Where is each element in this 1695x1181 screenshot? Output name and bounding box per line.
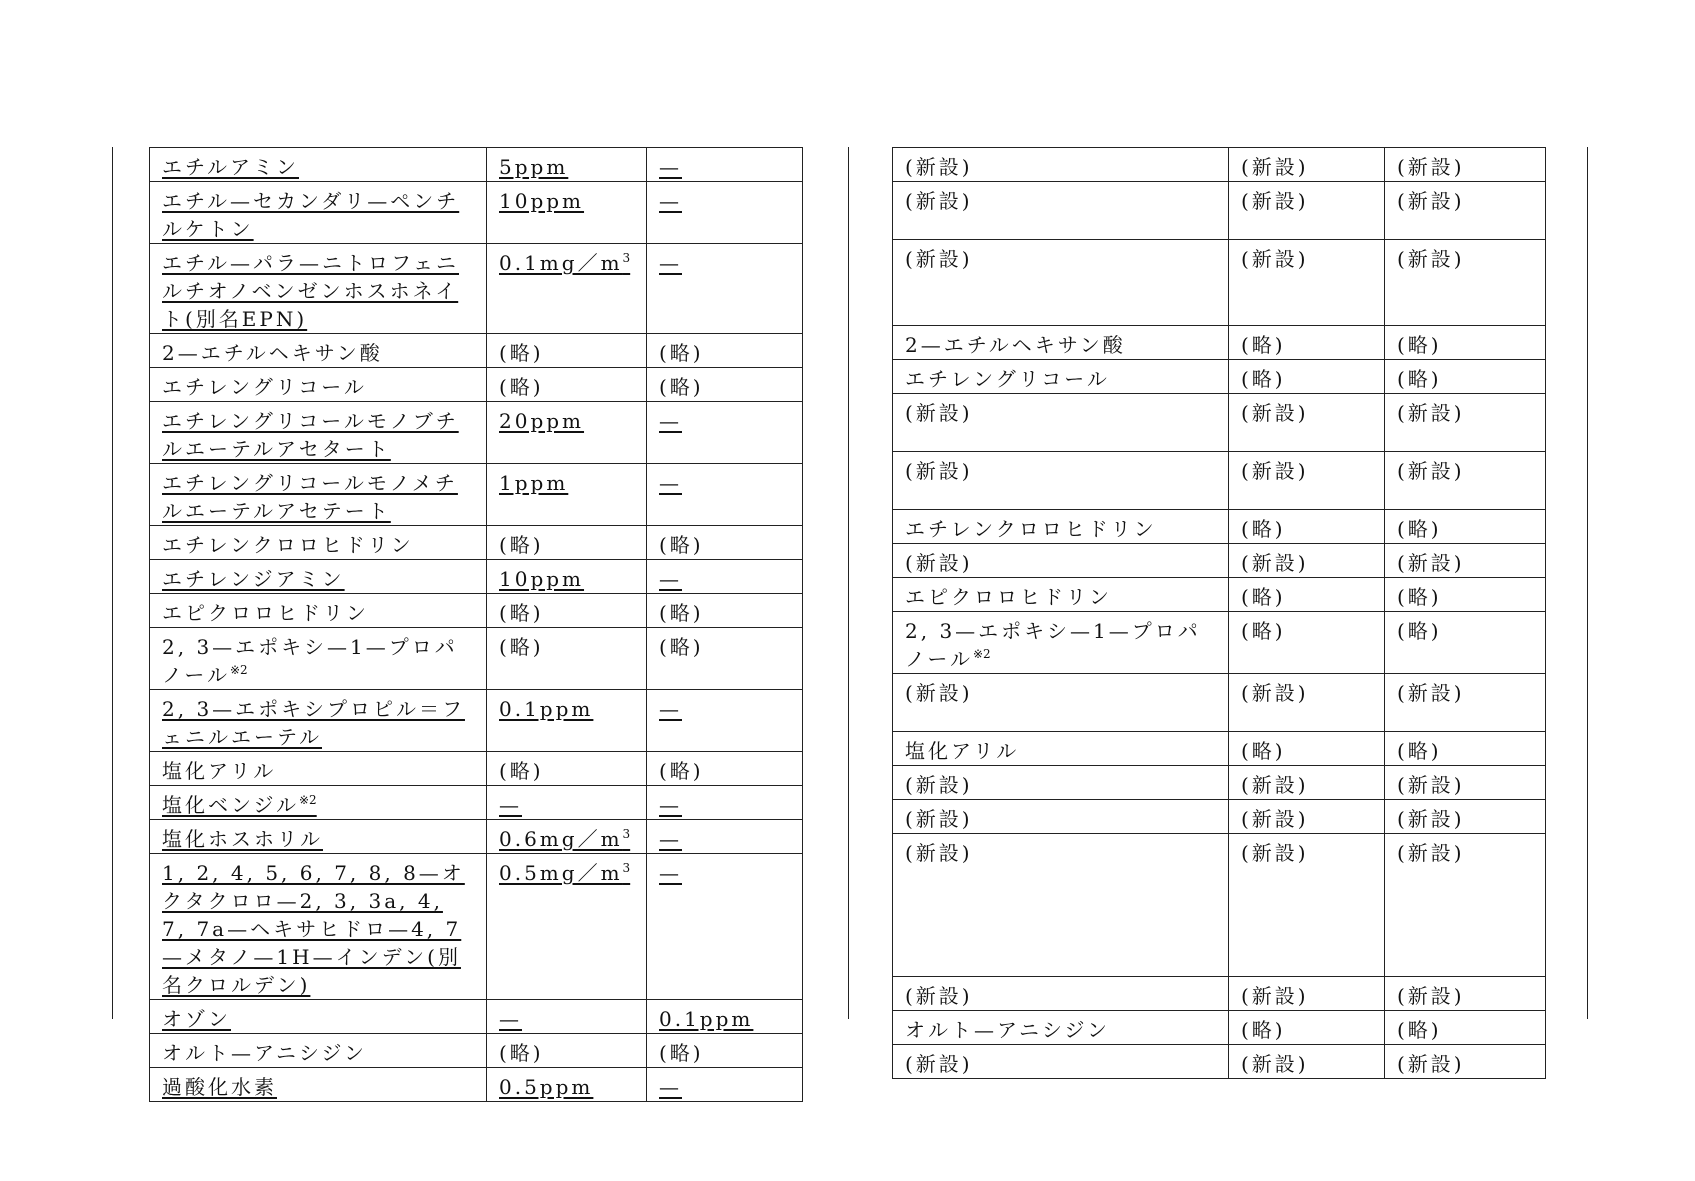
- substance-name: (新設): [905, 247, 973, 271]
- substance-name: 塩化ホスホリル: [162, 827, 323, 851]
- ceiling-value-cell: [647, 334, 803, 368]
- ceiling-value-cell: [1385, 578, 1546, 612]
- ceiling-value: —: [659, 1075, 682, 1099]
- ceiling-value-cell: [1385, 182, 1546, 240]
- substance-name-cell: [893, 510, 1229, 544]
- substance-name-cell: [150, 148, 487, 182]
- ceiling-value: —: [659, 697, 682, 721]
- ceiling-value: (新設): [1397, 681, 1465, 705]
- limit-value: 0.6mg／m: [499, 827, 623, 851]
- ceiling-value-cell: [647, 368, 803, 402]
- substance-name-cell: [893, 578, 1229, 612]
- limit-value-cell: [1229, 1045, 1385, 1079]
- limit-value: (新設): [1241, 807, 1309, 831]
- limit-value-cell: [1229, 452, 1385, 510]
- limit-value: (新設): [1241, 401, 1309, 425]
- ceiling-value: —: [659, 155, 682, 179]
- ceiling-value: (略): [659, 1041, 704, 1065]
- ceiling-value-cell: [647, 690, 803, 752]
- ceiling-value: (略): [1397, 619, 1442, 643]
- ceiling-value: —: [659, 409, 682, 433]
- ceiling-value: (新設): [1397, 551, 1465, 575]
- limit-value: (略): [1241, 1018, 1286, 1042]
- ceiling-value-cell: [647, 1068, 803, 1102]
- limit-value: (略): [1241, 585, 1286, 609]
- substance-name: (新設): [905, 551, 973, 575]
- table-row: [150, 1068, 803, 1102]
- ceiling-value-cell: [647, 1034, 803, 1068]
- limit-value: 0.5mg／m: [499, 861, 623, 885]
- substance-name: エチレングリコール: [162, 375, 367, 399]
- substance-name-cell: [893, 452, 1229, 510]
- limit-value-cell: [1229, 544, 1385, 578]
- limit-value-cell: [1229, 732, 1385, 766]
- limit-value: (略): [499, 533, 544, 557]
- substance-name: (新設): [905, 401, 973, 425]
- table-row: [893, 977, 1546, 1011]
- limit-value: 5ppm: [499, 155, 569, 179]
- ceiling-value-cell: [1385, 510, 1546, 544]
- unit-exponent: 3: [622, 251, 631, 265]
- table-row: [893, 240, 1546, 326]
- ceiling-value-cell: [647, 854, 803, 1000]
- substance-name: (新設): [905, 681, 973, 705]
- ceiling-value: (略): [659, 375, 704, 399]
- table-row: [150, 1000, 803, 1034]
- substance-name-cell: [150, 854, 487, 1000]
- limit-value-cell: [487, 752, 647, 786]
- ceiling-value-cell: [1385, 1011, 1546, 1045]
- limit-value: (新設): [1241, 773, 1309, 797]
- ceiling-value-cell: [1385, 612, 1546, 674]
- limit-value: 1ppm: [499, 471, 569, 495]
- limit-value: (略): [499, 341, 544, 365]
- ceiling-value-cell: [647, 402, 803, 464]
- ceiling-value: (新設): [1397, 1052, 1465, 1076]
- ceiling-value-cell: [1385, 240, 1546, 326]
- limit-value-cell: [1229, 578, 1385, 612]
- limit-value-cell: [487, 1000, 647, 1034]
- ceiling-value: (新設): [1397, 247, 1465, 271]
- limit-value: (新設): [1241, 155, 1309, 179]
- ceiling-value: (新設): [1397, 984, 1465, 1008]
- table-row: [150, 526, 803, 560]
- substance-name: 2—エチルヘキサン酸: [905, 333, 1126, 357]
- limit-value-cell: [1229, 360, 1385, 394]
- unit-exponent: 3: [622, 827, 631, 841]
- limit-value-cell: [487, 820, 647, 854]
- substance-name-cell: [893, 240, 1229, 326]
- substance-name: 2, 3—エポキシ—1—プロパノール: [905, 619, 1201, 671]
- table-row: [893, 360, 1546, 394]
- ceiling-value: —: [659, 189, 682, 213]
- limit-value: (新設): [1241, 841, 1309, 865]
- limit-value-cell: [487, 594, 647, 628]
- ceiling-value: (新設): [1397, 807, 1465, 831]
- limit-value-cell: [487, 464, 647, 526]
- limit-value-cell: [487, 526, 647, 560]
- ceiling-value-cell: [647, 820, 803, 854]
- ceiling-value-cell: [647, 244, 803, 334]
- table-row: [150, 244, 803, 334]
- ceiling-value-cell: [1385, 766, 1546, 800]
- limit-value-cell: [487, 628, 647, 690]
- substance-name: エチレングリコールモノメチルエーテルアセテート: [162, 471, 458, 523]
- table-row: [893, 612, 1546, 674]
- limit-value: 0.1mg／m: [499, 251, 623, 275]
- substance-name-cell: [893, 834, 1229, 977]
- substance-name: エピクロロヒドリン: [905, 585, 1112, 609]
- limit-value-cell: [487, 402, 647, 464]
- limit-value-cell: [1229, 1011, 1385, 1045]
- limit-value: 20ppm: [499, 409, 585, 433]
- footnote-mark: ※2: [230, 663, 248, 677]
- limit-value: (新設): [1241, 681, 1309, 705]
- substance-name-cell: [893, 800, 1229, 834]
- substance-name-cell: [150, 628, 487, 690]
- table-row: [893, 674, 1546, 732]
- substance-name-cell: [150, 820, 487, 854]
- limit-value: (略): [1241, 333, 1286, 357]
- limit-value: (新設): [1241, 1052, 1309, 1076]
- substance-name-cell: [893, 182, 1229, 240]
- ceiling-value: (略): [659, 533, 704, 557]
- substance-name: 塩化ベンジル: [162, 793, 299, 817]
- limit-value: (新設): [1241, 459, 1309, 483]
- ceiling-value: —: [659, 251, 682, 275]
- ceiling-value-cell: [647, 786, 803, 820]
- ceiling-value: (新設): [1397, 773, 1465, 797]
- substance-name: エチレンクロロヒドリン: [905, 517, 1157, 541]
- ceiling-value-cell: [647, 182, 803, 244]
- ceiling-value-cell: [1385, 326, 1546, 360]
- table-row: [150, 786, 803, 820]
- substance-name: エチレンジアミン: [162, 567, 345, 591]
- ceiling-value: 0.1ppm: [659, 1007, 754, 1031]
- ceiling-value: (略): [1397, 739, 1442, 763]
- ceiling-value: (略): [1397, 333, 1442, 357]
- limit-value: 10ppm: [499, 189, 585, 213]
- limit-value: (略): [1241, 367, 1286, 391]
- ceiling-value: (新設): [1397, 401, 1465, 425]
- substance-name: エチレンクロロヒドリン: [162, 533, 414, 557]
- ceiling-value-cell: [1385, 977, 1546, 1011]
- substance-name-cell: [893, 977, 1229, 1011]
- limit-value-cell: [1229, 674, 1385, 732]
- ceiling-value-cell: [647, 464, 803, 526]
- table-row: [893, 326, 1546, 360]
- ceiling-value-cell: [1385, 1045, 1546, 1079]
- table-row: [150, 148, 803, 182]
- limit-value-cell: [487, 1068, 647, 1102]
- ceiling-value-cell: [647, 148, 803, 182]
- limit-value-cell: [487, 560, 647, 594]
- ceiling-value-cell: [647, 526, 803, 560]
- table-row: [893, 182, 1546, 240]
- substance-name-cell: [150, 786, 487, 820]
- table-row: [150, 752, 803, 786]
- limit-value: (新設): [1241, 189, 1309, 213]
- substance-name-cell: [150, 752, 487, 786]
- ceiling-value: (略): [1397, 517, 1442, 541]
- ceiling-value-cell: [1385, 674, 1546, 732]
- ceiling-value: —: [659, 471, 682, 495]
- limit-value-cell: [1229, 800, 1385, 834]
- substance-name: (新設): [905, 459, 973, 483]
- substance-name: (新設): [905, 841, 973, 865]
- table-row: [893, 394, 1546, 452]
- ceiling-value-cell: [1385, 834, 1546, 977]
- limit-value-cell: [1229, 612, 1385, 674]
- ceiling-value-cell: [647, 560, 803, 594]
- substance-name-cell: [150, 244, 487, 334]
- table-row: [150, 594, 803, 628]
- ceiling-value-cell: [647, 628, 803, 690]
- table-row: [150, 854, 803, 1000]
- substance-name: 2, 3—エポキシ—1—プロパノール: [162, 635, 458, 687]
- limit-value: 0.5ppm: [499, 1075, 594, 1099]
- ceiling-value-cell: [1385, 800, 1546, 834]
- left-margin-rule: [112, 147, 113, 1019]
- substance-name: 塩化アリル: [905, 739, 1020, 763]
- substance-name: エチル—パラ—ニトロフェニルチオノベンゼンホスホネイト(別名EPN): [162, 251, 459, 331]
- substance-name-cell: [893, 394, 1229, 452]
- ceiling-value: (新設): [1397, 155, 1465, 179]
- limit-value: (略): [499, 1041, 544, 1065]
- substance-name: 過酸化水素: [162, 1075, 277, 1099]
- current-substance-table: [892, 147, 1546, 1079]
- table-row: [893, 1011, 1546, 1045]
- ceiling-value: (新設): [1397, 459, 1465, 483]
- ceiling-value-cell: [1385, 544, 1546, 578]
- ceiling-value: (新設): [1397, 189, 1465, 213]
- ceiling-value-cell: [1385, 148, 1546, 182]
- table-row: [150, 368, 803, 402]
- substance-name: エチル—セカンダリ—ペンチルケトン: [162, 189, 460, 241]
- ceiling-value-cell: [647, 1000, 803, 1034]
- limit-value-cell: [487, 182, 647, 244]
- limit-value: —: [499, 793, 522, 817]
- footnote-mark: ※2: [973, 647, 991, 661]
- substance-name: オルト—アニシジン: [162, 1041, 367, 1065]
- limit-value-cell: [1229, 394, 1385, 452]
- substance-name: (新設): [905, 807, 973, 831]
- table-row: [893, 148, 1546, 182]
- substance-name: オルト—アニシジン: [905, 1018, 1110, 1042]
- substance-name-cell: [893, 544, 1229, 578]
- table-row: [150, 182, 803, 244]
- table-row: [893, 1045, 1546, 1079]
- unit-exponent: 3: [622, 861, 631, 875]
- substance-name-cell: [893, 360, 1229, 394]
- limit-value-cell: [1229, 510, 1385, 544]
- table-row: [893, 800, 1546, 834]
- substance-name: (新設): [905, 189, 973, 213]
- ceiling-value: (略): [659, 759, 704, 783]
- limit-value: —: [499, 1007, 522, 1031]
- limit-value: (略): [499, 635, 544, 659]
- limit-value-cell: [487, 1034, 647, 1068]
- limit-value: 0.1ppm: [499, 697, 594, 721]
- limit-value-cell: [487, 786, 647, 820]
- ceiling-value: (略): [659, 635, 704, 659]
- substance-name: (新設): [905, 155, 973, 179]
- substance-name: (新設): [905, 773, 973, 797]
- limit-value: (新設): [1241, 984, 1309, 1008]
- substance-name-cell: [150, 1068, 487, 1102]
- table-row: [150, 820, 803, 854]
- substance-name: 2—エチルヘキサン酸: [162, 341, 383, 365]
- substance-name-cell: [893, 732, 1229, 766]
- table-row: [893, 452, 1546, 510]
- limit-value: (新設): [1241, 551, 1309, 575]
- ceiling-value: (略): [1397, 585, 1442, 609]
- substance-name-cell: [150, 182, 487, 244]
- ceiling-value-cell: [1385, 394, 1546, 452]
- substance-name-cell: [150, 1034, 487, 1068]
- ceiling-value-cell: [1385, 452, 1546, 510]
- right-margin-rule: [1587, 147, 1588, 1019]
- ceiling-value-cell: [647, 594, 803, 628]
- substance-name: 1, 2, 4, 5, 6, 7, 8, 8—オクタクロロ—2, 3, 3a, 4, 7, 7a—ヘキサヒドロ—4, 7—メタノ—1H—インデン(別名クロルデン): [162, 861, 465, 997]
- table-row: [150, 560, 803, 594]
- limit-value-cell: [1229, 240, 1385, 326]
- ceiling-value-cell: [1385, 732, 1546, 766]
- table-row: [150, 402, 803, 464]
- limit-value: (略): [499, 601, 544, 625]
- limit-value: 10ppm: [499, 567, 585, 591]
- table-row: [150, 334, 803, 368]
- substance-name-cell: [150, 594, 487, 628]
- substance-name: 2, 3—エポキシプロピル＝フェニルエーテル: [162, 697, 465, 749]
- limit-value-cell: [1229, 148, 1385, 182]
- substance-name-cell: [893, 1045, 1229, 1079]
- substance-name: 塩化アリル: [162, 759, 277, 783]
- limit-value-cell: [1229, 766, 1385, 800]
- ceiling-value: (略): [659, 601, 704, 625]
- ceiling-value: (略): [659, 341, 704, 365]
- substance-name-cell: [150, 690, 487, 752]
- amended-substance-table: [149, 147, 803, 1102]
- limit-value-cell: [1229, 182, 1385, 240]
- table-row: [150, 1034, 803, 1068]
- substance-name-cell: [150, 464, 487, 526]
- limit-value-cell: [487, 854, 647, 1000]
- limit-value-cell: [487, 690, 647, 752]
- substance-name-cell: [893, 1011, 1229, 1045]
- ceiling-value: (略): [1397, 1018, 1442, 1042]
- substance-name: (新設): [905, 1052, 973, 1076]
- substance-name: エチルアミン: [162, 155, 299, 179]
- substance-name: エチレングリコールモノブチルエーテルアセタート: [162, 409, 459, 461]
- limit-value-cell: [1229, 326, 1385, 360]
- ceiling-value: (略): [1397, 367, 1442, 391]
- limit-value: (略): [499, 375, 544, 399]
- limit-value: (略): [499, 759, 544, 783]
- substance-name: エピクロロヒドリン: [162, 601, 369, 625]
- substance-name-cell: [150, 402, 487, 464]
- substance-name-cell: [150, 368, 487, 402]
- substance-name-cell: [150, 560, 487, 594]
- substance-name-cell: [893, 148, 1229, 182]
- ceiling-value: —: [659, 861, 682, 885]
- limit-value: (新設): [1241, 247, 1309, 271]
- substance-name: オゾン: [162, 1007, 231, 1031]
- limit-value-cell: [1229, 977, 1385, 1011]
- footnote-mark: ※2: [299, 793, 317, 807]
- table-row: [893, 510, 1546, 544]
- table-row: [893, 834, 1546, 977]
- table-row: [893, 578, 1546, 612]
- ceiling-value: —: [659, 567, 682, 591]
- substance-name-cell: [893, 612, 1229, 674]
- limit-value: (略): [1241, 739, 1286, 763]
- ceiling-value: (新設): [1397, 841, 1465, 865]
- table-row: [150, 690, 803, 752]
- ceiling-value: —: [659, 793, 682, 817]
- substance-name-cell: [150, 1000, 487, 1034]
- limit-value-cell: [487, 368, 647, 402]
- ceiling-value-cell: [647, 752, 803, 786]
- limit-value-cell: [487, 148, 647, 182]
- limit-value: (略): [1241, 517, 1286, 541]
- limit-value-cell: [487, 334, 647, 368]
- substance-name-cell: [150, 526, 487, 560]
- limit-value-cell: [487, 244, 647, 334]
- table-row: [150, 464, 803, 526]
- ceiling-value-cell: [1385, 360, 1546, 394]
- limit-value: (略): [1241, 619, 1286, 643]
- table-row: [893, 544, 1546, 578]
- substance-name: (新設): [905, 984, 973, 1008]
- table-row: [150, 628, 803, 690]
- substance-name-cell: [893, 674, 1229, 732]
- table-row: [893, 732, 1546, 766]
- table-row: [893, 766, 1546, 800]
- center-divider-rule: [848, 147, 849, 1019]
- substance-name-cell: [893, 766, 1229, 800]
- substance-name: エチレングリコール: [905, 367, 1110, 391]
- substance-name-cell: [893, 326, 1229, 360]
- ceiling-value: —: [659, 827, 682, 851]
- limit-value-cell: [1229, 834, 1385, 977]
- substance-name-cell: [150, 334, 487, 368]
